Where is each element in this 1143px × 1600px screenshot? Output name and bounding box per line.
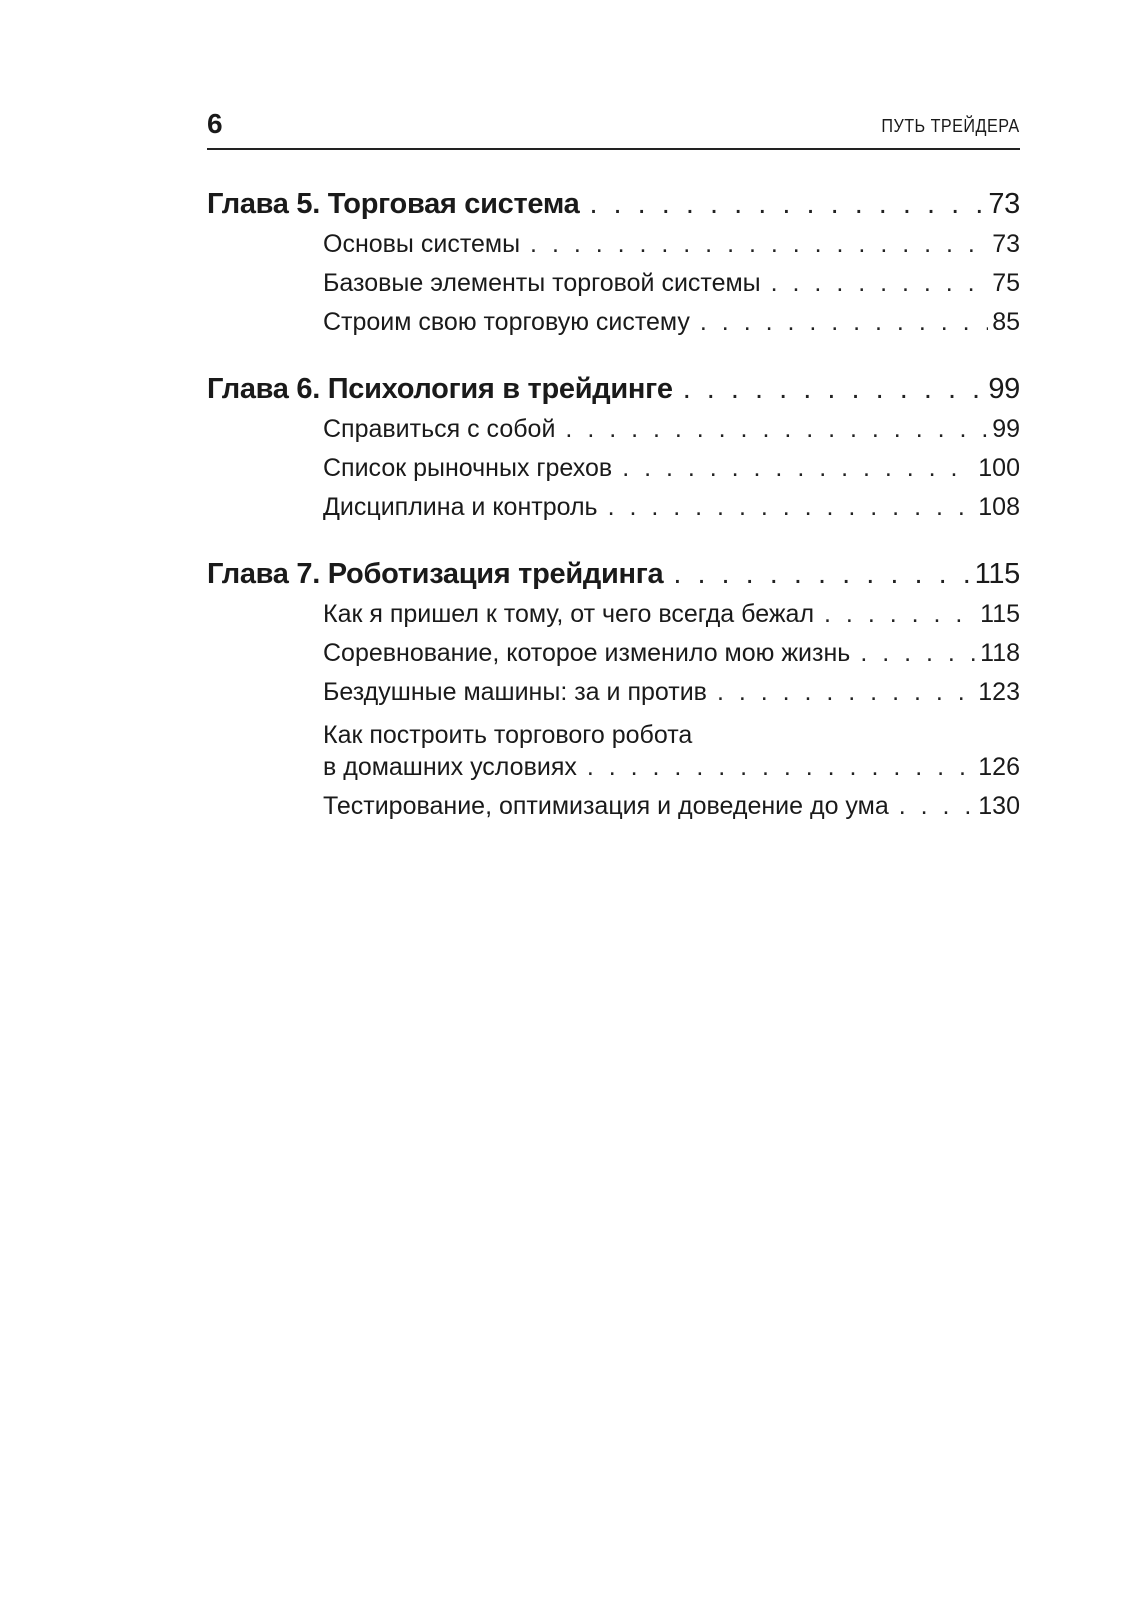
section-title: Основы системы (323, 230, 521, 258)
section-title: Как я пришел к тому, от чего всегда бежал (323, 600, 815, 628)
toc-section-entry (207, 269, 1020, 308)
toc-section-entry (207, 493, 1020, 532)
toc-section-entry (207, 454, 1020, 493)
section-page-number: 123 (978, 678, 1020, 706)
page-number: 6 (207, 108, 223, 139)
section-title: Строим свою торговую систему (323, 308, 690, 336)
chapter-page-number: 99 (988, 373, 1020, 405)
toc-section-entry (207, 230, 1020, 269)
section-title: Соревнование, которое изменило мою жизнь (323, 639, 851, 667)
toc-section-entry (207, 308, 1020, 347)
section-page-number: 75 (992, 269, 1020, 297)
chapter-title: Глава 6. Психология в трейдинге (207, 373, 673, 405)
running-header (207, 104, 1020, 150)
section-title: Тестирование, оптимизация и доведение до ума (323, 792, 889, 820)
dot-leader (565, 415, 988, 444)
section-page-number: 118 (980, 639, 1020, 667)
section-page-number: 85 (992, 308, 1020, 336)
toc-chapter-7 (207, 558, 1020, 831)
chapter-title: Глава 5. Торговая система (207, 188, 580, 220)
section-title: Базовые элементы торговой системы (323, 269, 761, 297)
section-page-number: 115 (980, 600, 1020, 628)
section-page-number: 99 (992, 415, 1020, 443)
section-title: Список рыночных грехов (323, 454, 613, 482)
section-title: Бездушные машины: за и против (323, 678, 707, 706)
dot-leader (673, 558, 970, 591)
toc-section-entry-multiline (207, 717, 1020, 792)
section-title: Дисциплина и контроль (323, 493, 598, 521)
dot-leader (771, 269, 989, 298)
section-page-number: 108 (978, 493, 1020, 521)
toc-section-entry (207, 600, 1020, 639)
dot-leader (700, 308, 988, 337)
dot-leader (530, 230, 988, 259)
toc-chapter-5 (207, 188, 1020, 347)
section-page-number: 100 (978, 454, 1020, 482)
toc-section-entry (207, 792, 1020, 831)
dot-leader (622, 454, 974, 483)
dot-leader (860, 639, 976, 668)
section-title-line2-row (323, 753, 1020, 792)
dot-leader (717, 678, 974, 707)
dot-leader (587, 753, 974, 782)
chapter-title: Глава 7. Роботизация трейдинга (207, 558, 664, 590)
toc-chapter-heading (207, 188, 1020, 230)
section-title: Справиться с собой (323, 415, 556, 443)
toc-chapter-heading (207, 373, 1020, 415)
dot-leader (608, 493, 975, 522)
section-page-number: 126 (978, 753, 1020, 781)
dot-leader (824, 600, 976, 629)
dot-leader (589, 188, 984, 221)
table-of-contents (207, 188, 1020, 857)
toc-section-entry (207, 678, 1020, 717)
section-title-line1: Как построить торгового робота (323, 721, 693, 749)
section-title: в домашних условиях (323, 753, 577, 781)
section-page-number: 130 (978, 792, 1020, 820)
toc-chapter-6 (207, 373, 1020, 532)
toc-section-entry (207, 415, 1020, 454)
chapter-page-number: 115 (974, 558, 1020, 590)
dot-leader (899, 792, 975, 821)
chapter-page-number: 73 (988, 188, 1020, 220)
section-page-number: 73 (992, 230, 1020, 258)
toc-chapter-heading (207, 558, 1020, 600)
running-book-title: ПУТЬ ТРЕЙДЕРА (881, 116, 1020, 136)
toc-section-entry (207, 639, 1020, 678)
dot-leader (683, 373, 985, 406)
